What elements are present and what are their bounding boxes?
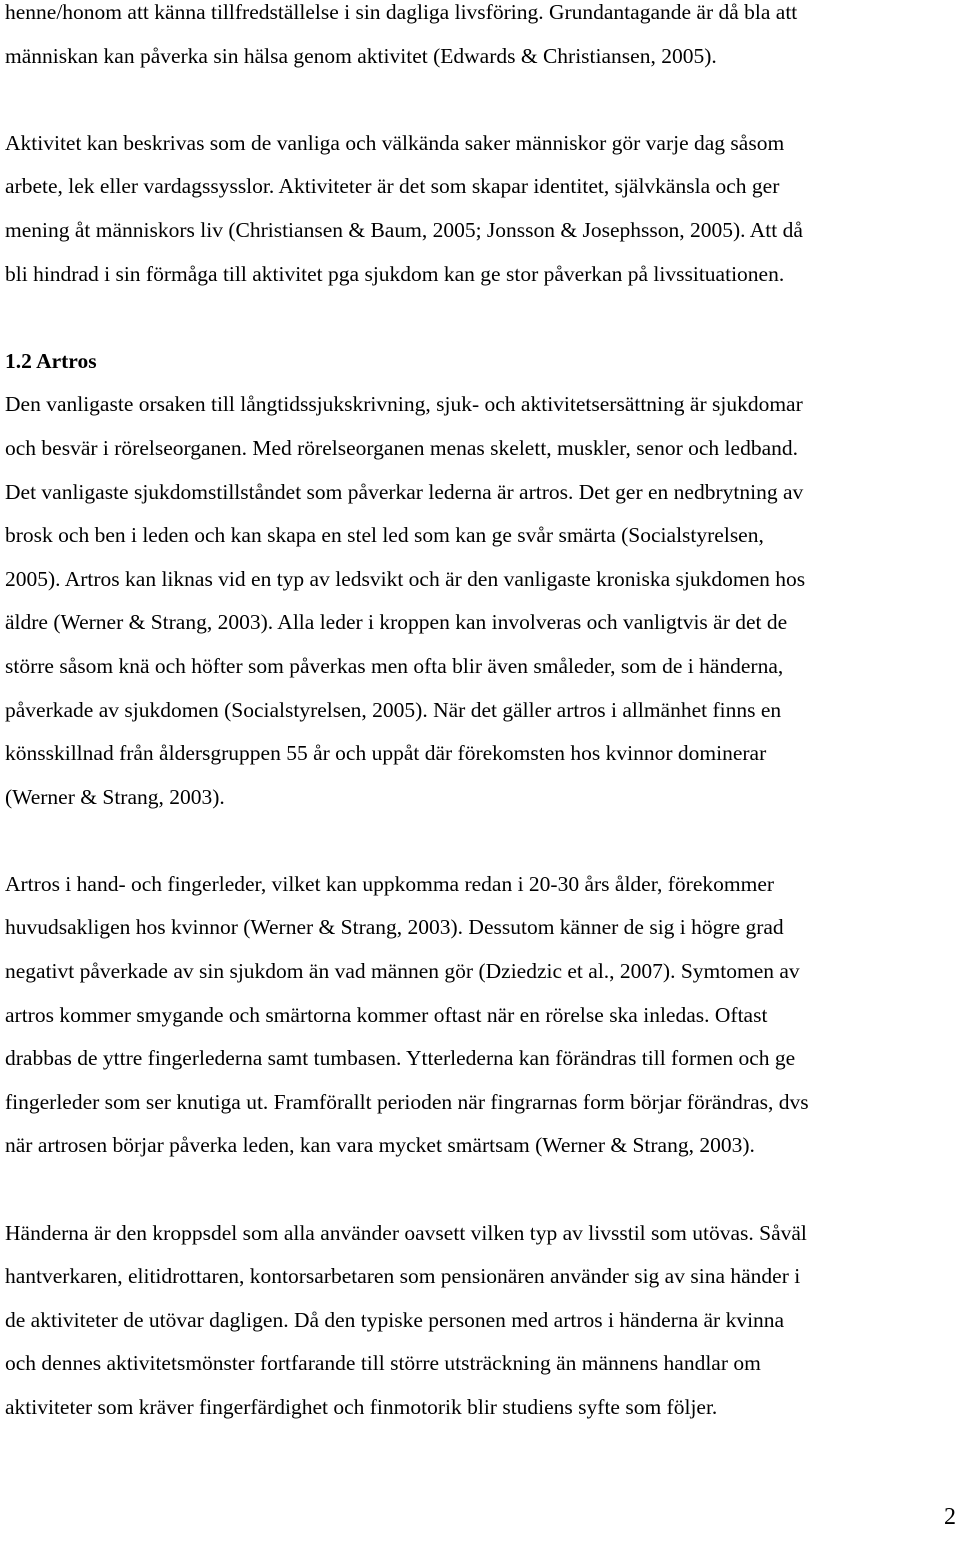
section-heading: 1.2 Artros <box>5 348 97 373</box>
text-line: drabbas de yttre fingerlederna samt tumbasen. Ytterlederna kan förändras till formen och ge <box>5 1046 796 1071</box>
paragraph-activity <box>5 122 955 296</box>
text-line: äldre (Werner & Strang, 2003). Alla leder i kroppen kan involveras och vanligtvis är det de <box>5 610 788 635</box>
text-line: större såsom knä och höfter som påverkas men ofta blir även småleder, som de i händerna, <box>5 653 784 678</box>
text-line: aktiviteter som kräver fingerfärdighet och finmotorik blir studiens syfte som följer. <box>5 1395 718 1419</box>
text-line: (Werner & Strang, 2003). <box>5 784 225 809</box>
text-line: könsskillnad från åldersgruppen 55 år och uppåt där förekomsten hos kvinnor dominerar <box>5 741 767 766</box>
text-line: de aktiviteter de utövar dagligen. Då den typiske personen med artros i händerna är kvinna <box>5 1307 785 1332</box>
paragraph-hands <box>5 1212 955 1430</box>
page-number: 2 <box>944 1504 956 1530</box>
text-line: när artrosen börjar påverka leden, kan vara mycket smärtsam (Werner & Strang, 2003). <box>5 1133 755 1158</box>
document-page <box>5 0 955 1430</box>
paragraph-artros <box>5 383 955 819</box>
text-line: hantverkaren, elitidrottaren, kontorsarbetaren som pensionären använder sig av sina händer i <box>5 1264 801 1289</box>
text-line: arbete, lek eller vardagssysslor. Aktiviteter är det som skapar identitet, självkänsla och ger <box>5 174 780 199</box>
text-line: artros kommer smygande och smärtorna kommer oftast när en rörelse ska inledas. Oftast <box>5 1002 768 1027</box>
text-line: negativt påverkade av sin sjukdom än vad männen gör (Dziedzic et al., 2007). Symtomen av <box>5 959 800 984</box>
text-line: mening åt människors liv (Christiansen & Baum, 2005; Jonsson & Josephsson, 2005). Att då <box>5 217 803 242</box>
paragraph-continuation <box>5 0 955 78</box>
text-line: Artros i hand- och fingerleder, vilket kan uppkomma redan i 20-30 års ålder, förekommer <box>5 871 775 896</box>
text-line: brosk och ben i leden och kan skapa en stel led som kan ge svår smärta (Socialstyrelsen, <box>5 523 764 548</box>
text-line: Aktivitet kan beskrivas som de vanliga och välkända saker människor gör varje dag såsom <box>5 130 785 155</box>
text-line: och dennes aktivitetsmönster fortfarande till större utsträckning än männens handlar om <box>5 1351 761 1376</box>
text-line: 2005). Artros kan liknas vid en typ av ledsvikt och är den vanligaste kroniska sjukdomen hos <box>5 566 806 591</box>
text-line: huvudsakligen hos kvinnor (Werner & Strang, 2003). Dessutom känner de sig i högre grad <box>5 915 784 940</box>
text-line: henne/honom att känna tillfredställelse i sin dagliga livsföring. Grundantagande är då bla att <box>5 0 798 24</box>
text-line: människan kan påverka sin hälsa genom aktivitet (Edwards & Christiansen, 2005). <box>5 43 717 68</box>
text-line: Händerna är den kroppsdel som alla använder oavsett vilken typ av livsstil som utövas. Såväl <box>5 1220 807 1245</box>
text-line: och besvär i rörelseorganen. Med rörelseorganen menas skelett, muskler, senor och ledband. <box>5 435 798 460</box>
text-line: påverkade av sjukdomen (Socialstyrelsen, 2005). När det gäller artros i allmänhet finns en <box>5 697 782 722</box>
text-line: Det vanligaste sjukdomstillståndet som påverkar lederna är artros. Det ger en nedbrytning av <box>5 479 804 504</box>
paragraph-hand-artros <box>5 863 955 1168</box>
text-line: Den vanligaste orsaken till långtidssjukskrivning, sjuk- och aktivitetsersättning är sjukdomar <box>5 392 803 417</box>
text-line: fingerleder som ser knutiga ut. Framförallt perioden när fingrarnas form börjar förändras, dvs <box>5 1089 809 1114</box>
text-line: bli hindrad i sin förmåga till aktivitet pga sjukdom kan ge stor påverkan på livssituationen. <box>5 261 785 286</box>
